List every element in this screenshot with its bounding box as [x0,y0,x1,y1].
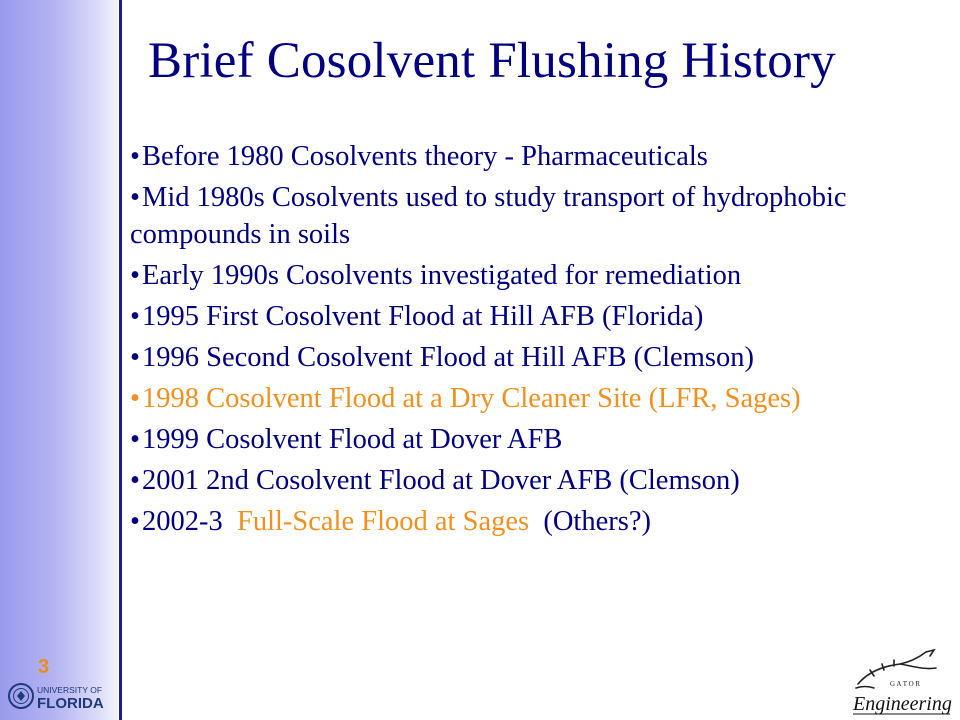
bullet-list [130,138,945,544]
bullet-item-2001 [130,462,945,499]
engineering-wordmark: Engineering [853,693,952,715]
bullet-item-1998 [130,380,945,417]
uf-logo-line2: FLORIDA [37,695,104,711]
side-divider-line [119,0,122,720]
bullet-dot: • [130,465,140,496]
bullet-text: 1998 Cosolvent Flood at a Dry Cleaner Site (LFR, Sages) [141,383,801,414]
bullet-item-1999 [130,421,945,458]
page-number: 3 [38,656,50,678]
bullet-dot: • [130,424,140,455]
bullet-item-before-1980 [130,138,945,175]
university-of-florida-logo [8,681,116,711]
bullet-text-prefix: 2002-3 [141,506,237,537]
bullet-item-2002-3 [130,503,945,540]
bullet-text-suffix: (Others?) [529,506,651,537]
bullet-text-accent: Full-Scale Flood at Sages [236,506,530,537]
bullet-dot: • [130,260,140,291]
bullet-text: 2001 2nd Cosolvent Flood at Dover AFB (Clemson) [141,465,740,496]
bullet-dot: • [130,182,140,213]
slide-title: Brief Cosolvent Flushing History [148,33,836,89]
bullet-text: 1999 Cosolvent Flood at Dover AFB [141,424,563,455]
bullet-dot: • [130,383,140,414]
bullet-item-early-1990s [130,257,945,294]
bullet-item-mid-1980s [130,179,945,253]
bullet-dot: • [130,141,140,172]
gator-engineering-logo [850,642,954,718]
bullet-text: Mid 1980s Cosolvents used to study transport of hydrophobic compounds in soils [130,182,847,250]
bullet-text: Early 1990s Cosolvents investigated for remediation [141,260,742,291]
bullet-text: 1996 Second Cosolvent Flood at Hill AFB (Clemson) [141,342,754,373]
side-band [0,0,118,720]
uf-logo-line1: UNIVERSITY OF [37,685,103,695]
bullet-text: Before 1980 Cosolvents theory - Pharmaceuticals [141,141,708,172]
uf-seal-icon [9,684,33,708]
gator-brand-text: G A T O R [890,680,921,688]
bullet-dot: • [130,301,140,332]
bullet-text: 1995 First Cosolvent Flood at Hill AFB (Florida) [141,301,704,332]
bullet-item-1995 [130,298,945,335]
bullet-dot: • [130,506,140,537]
bullet-item-1996 [130,339,945,376]
bullet-dot: • [130,342,140,373]
